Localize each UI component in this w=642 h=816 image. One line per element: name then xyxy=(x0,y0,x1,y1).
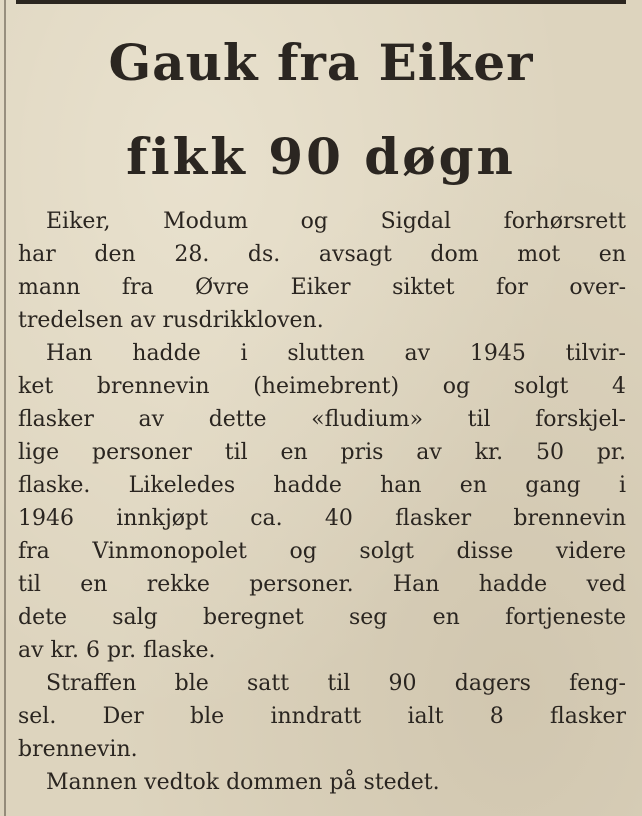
body-line: av kr. 6 pr. flaske. xyxy=(18,638,216,663)
body-line: sel. Der ble inndratt ialt 8 flasker xyxy=(18,704,626,729)
body-line: Straffen ble satt til 90 dagers feng- xyxy=(46,671,626,696)
article-body xyxy=(18,205,626,799)
left-edge-line xyxy=(4,0,6,816)
headline-line-1: Gauk fra Eiker xyxy=(108,33,534,92)
body-line: Mannen vedtok dommen på stedet. xyxy=(46,770,440,795)
body-line: lige personer til en pris av kr. 50 pr. xyxy=(18,440,626,465)
body-line: flasker av dette «fludium» til forskjel- xyxy=(18,407,626,432)
body-line: Eiker, Modum og Sigdal forhørsrett xyxy=(46,209,626,234)
body-line: fra Vinmonopolet og solgt disse videre xyxy=(18,539,626,564)
body-line: flaske. Likeledes hadde han en gang i xyxy=(18,473,626,498)
body-line: har den 28. ds. avsagt dom mot en xyxy=(18,242,626,267)
body-line: mann fra Øvre Eiker siktet for over- xyxy=(18,275,626,300)
body-line: dete salg beregnet seg en fortjeneste xyxy=(18,605,626,630)
body-line: Han hadde i slutten av 1945 tilvir- xyxy=(46,341,626,366)
body-line: ket brennevin (heimebrent) og solgt 4 xyxy=(18,374,626,399)
body-line: til en rekke personer. Han hadde ved xyxy=(18,572,626,597)
body-line: brennevin. xyxy=(18,737,138,762)
body-line: 1946 innkjøpt ca. 40 flasker brennevin xyxy=(18,506,626,531)
headline-line-2: fikk 90 døgn xyxy=(126,127,516,186)
body-line: tredelsen av rusdrikkloven. xyxy=(18,308,324,333)
top-rule xyxy=(16,0,626,4)
